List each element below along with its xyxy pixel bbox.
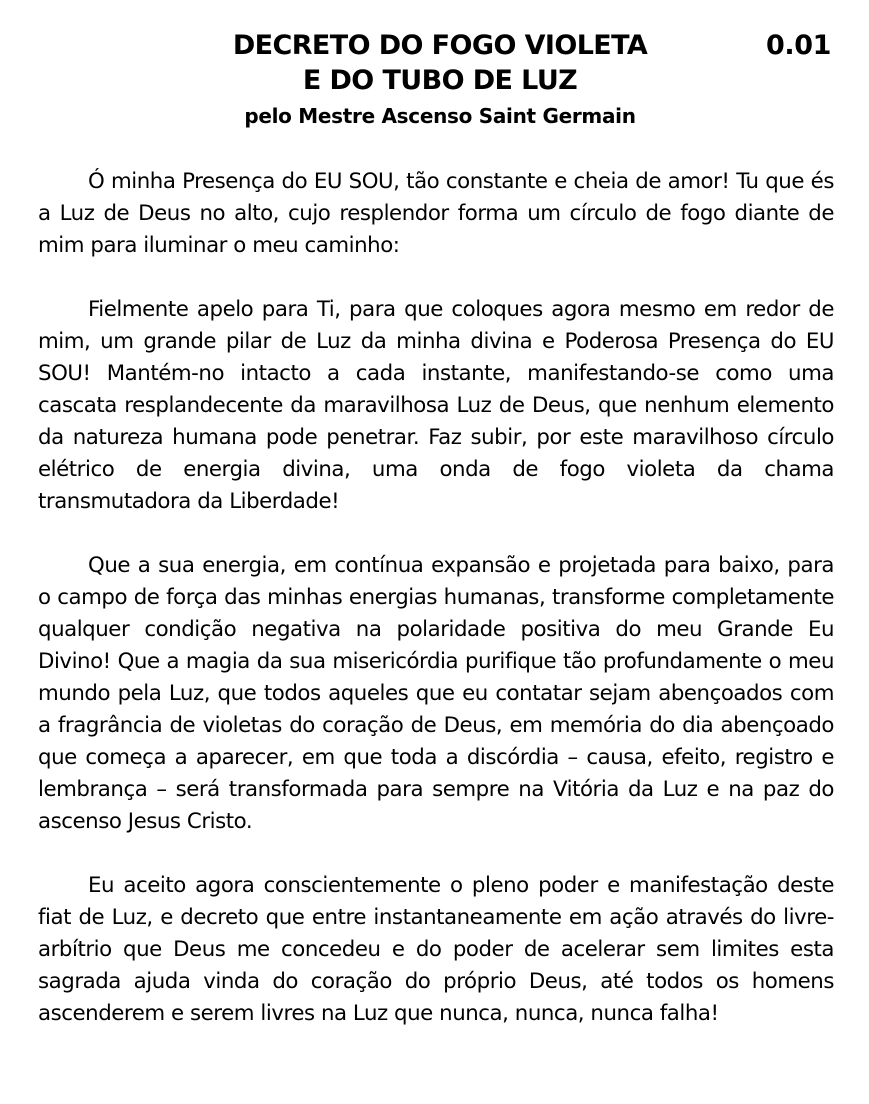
paragraph-3: Que a sua energia, em contínua expansão e projetada para baixo, para o campo de força das minhas energias humanas, transforme completamente qualquer condição negativa na polaridade positiva do meu Grande Eu Divino! Que a magia da sua misericórdia purifique tão profundamente o meu mundo pela Luz, que todos aqueles que eu contatar sejam abençoados com a fragrância de violetas do coração de Deus, em memória do dia abençoado que começa a aparecer, em que toda a discórdia – causa, efeito, registro e lembrança – será transformada para sempre na Vitória da Luz e na paz do ascenso Jesus Cristo.	[38, 553, 834, 834]
document-subtitle: pelo Mestre Ascenso Saint Germain	[244, 104, 636, 128]
decree-number: 0.01	[765, 30, 831, 61]
paragraph-1: Ó minha Presença do EU SOU, tão constante e cheia de amor! Tu que és a Luz de Deus no alto, cujo resplendor forma um círculo de fogo diante de mim para iluminar o meu caminho:	[38, 169, 834, 258]
document-title-line-1: DECRETO DO FOGO VIOLETA	[232, 30, 648, 61]
document-title-line-2: E DO TUBO DE LUZ	[302, 65, 578, 96]
document-body	[38, 166, 834, 1062]
paragraph-2: Fielmente apelo para Ti, para que coloques agora mesmo em redor de mim, um grande pilar de Luz da minha divina e Poderosa Presença do EU SOU! Mantém-no intacto a cada instante, manifestando-se como uma cascata resplandecente da maravilhosa Luz de Deus, que nenhum elemento da natureza humana pode penetrar. Faz subir, por este maravilhoso círculo elétrico de energia divina, uma onda de fogo violeta da chama transmutadora da Liberdade!	[38, 297, 834, 514]
paragraph-4: Eu aceito agora conscientemente o pleno poder e manifestação deste fiat de Luz, e decreto que entre instantaneamente em ação através do livre-arbítrio que Deus me concedeu e do poder de acelerar sem limites esta sagrada ajuda vinda do coração do próprio Deus, até todos os homens ascenderem e serem livres na Luz que nunca, nunca, nunca falha!	[38, 873, 834, 1026]
